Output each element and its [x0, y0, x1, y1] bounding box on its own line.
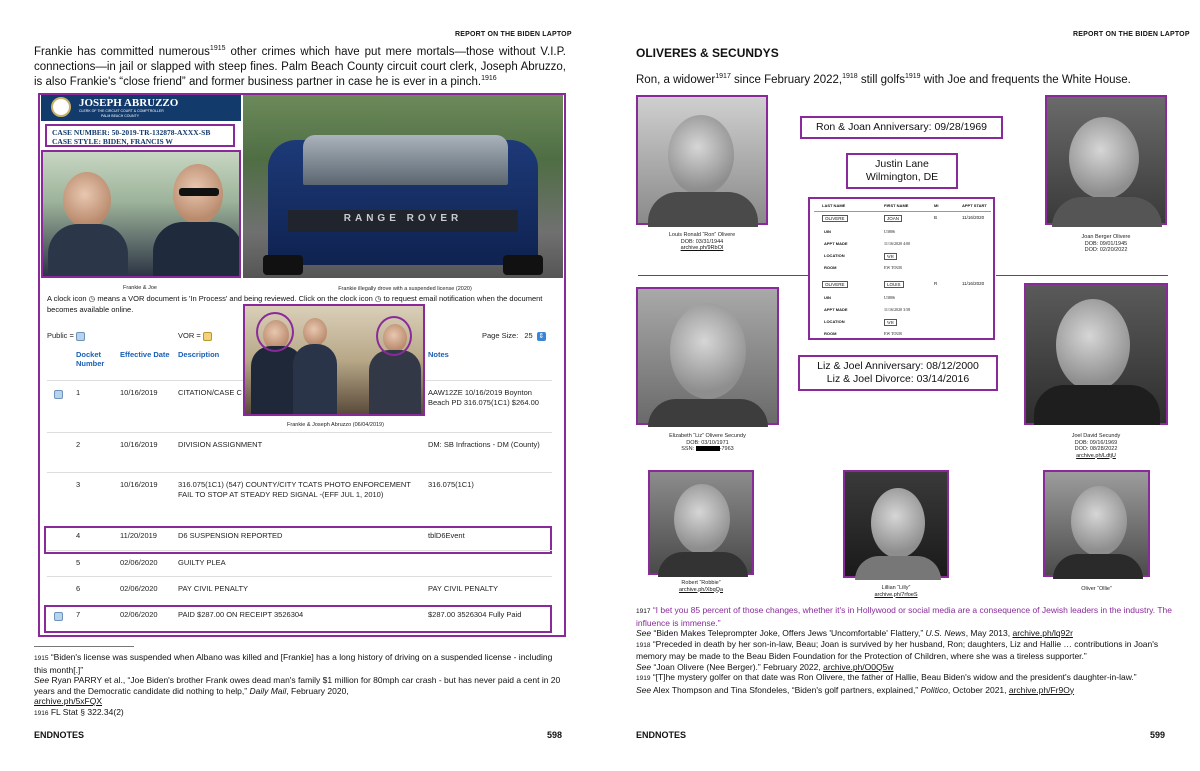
cell-docket-number: 5 [76, 558, 81, 567]
log-field-label: LOCATION [824, 319, 845, 324]
running-head: REPORT ON THE BIDEN LAPTOP [1073, 31, 1190, 38]
cell-docket-number: 7 [76, 610, 81, 619]
redaction-bar [696, 446, 720, 451]
footer-label: ENDNOTES [636, 730, 687, 740]
footnote-link[interactable]: archive.ph/lq92r [1012, 628, 1073, 638]
lock-icon [203, 332, 212, 341]
vor-legend: VOR = [178, 331, 212, 341]
cell-description: PAY CIVIL PENALTY [178, 584, 249, 593]
log-field-value: WH [884, 319, 897, 326]
white-house-visitor-log [808, 197, 995, 340]
archive-link[interactable]: archive.ph/7rfoeS [874, 591, 918, 598]
log-field-value: U3806 [884, 229, 895, 234]
document-icon[interactable] [54, 390, 63, 399]
log-field-value: WH [884, 253, 897, 260]
archive-link[interactable]: archive.ph/XbqQa [678, 586, 724, 593]
car-grille-text: RANGE ROVER [343, 213, 463, 224]
caption-joel: Joel David Secundy DOB: 09/16/1969 DOD: 08/28/2022 archive.ph/LdtjU [1071, 433, 1121, 459]
abruzzo-photo [243, 304, 425, 416]
log-field-label: APPT MADE [824, 307, 848, 312]
cell-effective-date: 02/06/2020 [120, 584, 158, 593]
footnote-link[interactable]: archive.ph/5xFQX [34, 696, 103, 706]
caption-car: Frankie illegally drove with a suspended license (2020) [338, 286, 472, 292]
cell-description: DIVISION ASSIGNMENT [178, 440, 263, 449]
log-field-value: EW TOUR [884, 331, 902, 336]
liz-photo [636, 287, 779, 425]
footnote-1915: 1915 “Biden's license was suspended when Albano was killed and [Frankie] has a long history of driving on a suspended license - including this month[.]” [34, 652, 553, 675]
page-size-control: Page Size: 25 ⇕ [482, 331, 545, 340]
log-field-value: 11/16/2020 3:58 [884, 307, 911, 312]
cell-notes: PAY CIVIL PENALTY [428, 584, 499, 593]
footnote-1919: 1919 “[T]he mystery golfer on that date was Ron Olivere, the father of Hallie, Beau Biden's widow and the president's daughter-in-law.” [636, 672, 1137, 682]
running-head: REPORT ON THE BIDEN LAPTOP [455, 31, 572, 38]
caption-abruzzo: Frankie & Joseph Abruzzo (06/04/2019) [287, 422, 384, 428]
anniversary-label-ron-joan: Ron & Joan Anniversary: 09/28/1969 [800, 116, 1003, 139]
highlight-circle [376, 316, 412, 356]
cell-notes: tblD6Event [428, 531, 465, 540]
clock-notice: A clock icon ◷ means a VOR document is 'In Process' and being reviewed. Click on the clock icon ◷ to request email notification when the document becomes available online. [47, 294, 543, 314]
cell-docket-number: 2 [76, 440, 81, 449]
highlight-circle [256, 312, 294, 352]
cell-effective-date: 02/06/2020 [120, 558, 158, 567]
document-icon[interactable] [54, 612, 63, 621]
caption-robbie: Robert “Robbie” archive.ph/XbqQa [678, 580, 724, 593]
public-legend: Public = [47, 331, 85, 341]
caption-frankie-joe: Frankie & Joe [123, 285, 157, 291]
footnotes-right: 1917 “I bet you 85 percent of those changes, whether it's in Hollywood or social media are a consequence of Jewish leaders in the industry. The influence is immense.” See “Biden Makes Teleprompter Joke, Offers Jews 'Uncomfortable' Flattery,” U.S. News, May 2013, archive.ph/lq92r 1918 “Preceded in death by her son-in-law, Beau; Joan is survived by her husband, Ron; daughters, Liz and Hallie … contributions in Joan's memory may be made to the Beau Biden Foundation for the Protection of Children, where she was a tireless supporter.” See “Joan Olivere (Nee Berger).” February 2022, archive.ph/O0Q5w 1919 “[T]he mystery golfer on that date was Ron Olivere, the father of Hallie, Beau Biden's widow and the president's daughter-in-law.” See Alex Thompson and Tina Sfondeles, “Biden's golf partners, explained,” Politico, October 2021, archive.ph/Fr9Oy [636, 605, 1176, 695]
cell-description: 316.075(1C1) (547) COUNTY/CITY TCATS PHOTO ENFORCEMENT FAIL TO STOP AT STEADY RED SIGNAL -(EFF JUL 1, 2010) [178, 480, 411, 499]
cell-notes: DM: SB Infractions - DM (County) [428, 440, 540, 449]
log-header: MI [934, 203, 939, 208]
cell-effective-date: 11/20/2019 [120, 531, 157, 540]
cell-description: D6 SUSPENSION REPORTED [178, 531, 283, 540]
county-seal-icon [51, 97, 71, 117]
oliver-photo [1043, 470, 1150, 577]
caption-lillian: Lillian “Lilly” archive.ph/7rfoeS [874, 585, 918, 598]
case-info-box: CASE NUMBER: 50-2019-TR-132878-AXXX-SB CASE STYLE: BIDEN, FRANCIS W [45, 124, 235, 147]
page-title: OLIVERES & SECUNDYS [636, 46, 779, 60]
log-field-label: UIN [824, 295, 831, 300]
ron-photo [636, 95, 768, 225]
intro-paragraph: Frankie has committed numerous$^{1915}$ other crimes which have put mere mortals—those without V.I.P. connections—in jail or slapped with steep fines. Palm Beach County circuit court clerk, Joseph Abruzzo, is also Frankie's “close friend” and former business partner in case he is ever in a pinch.$^{1916}$ [34, 45, 566, 88]
caption-liz: Elizabeth “Liz” Olivere Secundy DOB: 03/10/1971 SSN: -7963 [669, 433, 746, 452]
log-header: APPT START [962, 203, 987, 208]
cell-effective-date: 02/06/2020 [120, 610, 158, 619]
intro-paragraph: Ron, a widower$^{1917}$ since February 2022,$^{1918}$ still golfs$^{1919}$ with Joe and frequents the White House. [636, 73, 1131, 86]
clerk-name: JOSEPH ABRUZZO [79, 97, 179, 109]
log-row: OLIVERE JOAN B 11/16/2020 [814, 215, 991, 225]
cell-effective-date: 10/16/2019 [120, 440, 158, 449]
log-field-label: ROOM [824, 331, 837, 336]
log-field-value: EW TOUR [884, 265, 902, 270]
cell-docket-number: 3 [76, 480, 81, 489]
cell-description: GUILTY PLEA [178, 558, 226, 567]
cell-notes: 316.075(1C1) [428, 480, 474, 489]
log-field-value: 11/16/2020 4:00 [884, 241, 911, 246]
lillian-photo [843, 470, 949, 578]
document-icon [76, 332, 85, 341]
row-divider [47, 472, 552, 473]
log-field-label: UIN [824, 229, 831, 234]
cell-effective-date: 10/16/2019 [120, 480, 158, 489]
frankie-joe-photo [41, 150, 241, 278]
page-size-dropdown[interactable]: ⇕ [538, 332, 545, 340]
log-field-label: APPT MADE [824, 241, 848, 246]
row-divider [47, 576, 552, 577]
clerk-header: JOSEPH ABRUZZO CLERK OF THE CIRCUIT COURT & COMPTROLLER PALM BEACH COUNTY [41, 95, 241, 121]
caption-oliver: Oliver “Ollie” [1081, 586, 1112, 592]
footnote-1918: 1918 “Preceded in death by her son-in-law, Beau; Joan is survived by her husband, Ron; daughters, Liz and Hallie … contributions in Joan's memory may be made to the Beau Biden Foundation for the Protection of Children, where she was a tireless supporter.” [636, 638, 1159, 661]
archive-link[interactable]: archive.ph/LdtjU [1076, 452, 1116, 459]
footnote-rule [34, 646, 134, 647]
footnotes-left: 1915 “Biden's license was suspended when Albano was killed and [Frankie] has a long history of driving on a suspended license - including this month[.]” See Ryan PARRY et al., “Joe Biden's brother Frank owes dead man's family $1 million for 80mph car crash - but has never paid a cent in 20 years and the Democratic candidate did nothing to help,” Daily Mail, February 2020, archive.ph/5xFQX 1916 FL Stat § 322.34(2) [34, 652, 566, 719]
cell-description: PAID $287.00 ON RECEIPT 3526304 [178, 610, 304, 619]
joan-photo [1045, 95, 1167, 225]
joel-photo [1024, 283, 1168, 425]
col-description[interactable]: Description [178, 350, 220, 359]
page-number: 598 [547, 730, 563, 740]
log-header: LAST NAME [822, 203, 846, 208]
liz-joel-dates-label: Liz & Joel Anniversary: 08/12/2000 Liz & Joel Divorce: 03/14/2016 [798, 355, 998, 391]
footnote-1917: 1917 “I bet you 85 percent of those changes, whether it's in Hollywood or social media are a consequence of Jewish leaders in the industry. The influence is immense.” [636, 605, 1172, 628]
footnote-link[interactable]: archive.ph/Fr9Oy [1008, 684, 1075, 695]
address-label: Justin Lane Wilmington, DE [846, 153, 958, 189]
log-field-value: U3806 [884, 295, 895, 300]
log-row: OLIVERE LOUIS R 11/16/2020 [814, 281, 991, 291]
col-notes[interactable]: Notes [428, 350, 449, 359]
cell-docket-number: 1 [76, 388, 81, 397]
cell-docket-number: 4 [76, 531, 81, 540]
archive-link[interactable]: archive.ph/9RbOI [680, 245, 724, 251]
divider-line [638, 275, 808, 276]
log-field-label: ROOM [824, 265, 837, 270]
robbie-photo [648, 470, 754, 575]
col-effective-date[interactable]: Effective Date [120, 350, 170, 359]
car-photo [243, 95, 563, 278]
row-divider [47, 550, 552, 551]
row-divider [47, 432, 552, 433]
footnote-1916: 1916 FL Stat § 322.34(2) [34, 706, 124, 717]
caption-ron: Louis Ronald “Ron” Olivere DOB: 03/31/1944 archive.ph/9RbOI [668, 232, 736, 251]
col-docket-number[interactable]: Docket Number [76, 350, 105, 368]
cell-notes: $287.00 3526304 Fully Paid [428, 610, 522, 619]
footnote-link[interactable]: archive.ph/O0Q5w [823, 661, 894, 672]
cell-description: CITATION/CASE C [178, 388, 242, 397]
caption-joan: Joan Berger Olivere DOB: 09/01/1945 DOD: 02/20/2022 [1081, 234, 1131, 253]
divider-line [996, 275, 1168, 276]
log-field-label: LOCATION [824, 253, 845, 258]
page-number: 599 [1150, 730, 1166, 740]
footer-label: ENDNOTES [34, 730, 85, 740]
cell-effective-date: 10/16/2019 [120, 388, 158, 397]
cell-docket-number: 6 [76, 584, 81, 593]
cell-notes: AAW12ZE 10/16/2019 Boynton Beach PD 316.075(1C1) $264.00 [428, 388, 539, 407]
log-header: FIRST NAME [884, 203, 909, 208]
